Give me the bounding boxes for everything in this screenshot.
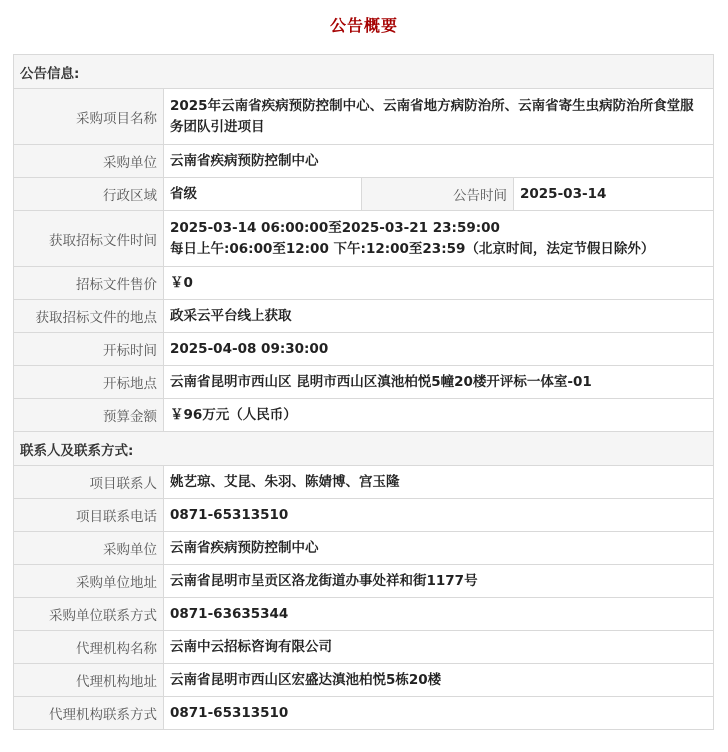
value-agency-address: 云南省昆明市西山区宏盛达滇池柏悦5栋20楼	[164, 664, 714, 697]
label-doc-location: 获取招标文件的地点	[14, 300, 164, 333]
row-open-location	[14, 366, 714, 399]
value-doc-price: ￥0	[164, 267, 714, 300]
row-project-contact	[14, 466, 714, 499]
value-purchaser-contact: 0871-63635344	[164, 598, 714, 631]
row-open-time	[14, 333, 714, 366]
announcement-summary-table	[13, 54, 714, 730]
row-purchaser	[14, 145, 714, 178]
label-doc-price: 招标文件售价	[14, 267, 164, 300]
value-contact-purchaser: 云南省疾病预防控制中心	[164, 532, 714, 565]
value-purchaser: 云南省疾病预防控制中心	[164, 145, 714, 178]
row-project-name	[14, 89, 714, 145]
label-doc-obtain-time: 获取招标文件时间	[14, 211, 164, 267]
label-budget: 预算金额	[14, 399, 164, 432]
label-purchaser-contact: 采购单位联系方式	[14, 598, 164, 631]
row-region-and-publish-time	[14, 178, 714, 211]
row-doc-price	[14, 267, 714, 300]
label-open-time: 开标时间	[14, 333, 164, 366]
label-purchaser: 采购单位	[14, 145, 164, 178]
value-open-time: 2025-04-08 09:30:00	[164, 333, 714, 366]
value-agency-name: 云南中云招标咨询有限公司	[164, 631, 714, 664]
section-heading-announcement-info: 公告信息:	[14, 55, 714, 89]
row-agency-contact	[14, 697, 714, 730]
label-publish-time: 公告时间	[362, 178, 514, 211]
label-project-contact: 项目联系人	[14, 466, 164, 499]
row-project-phone	[14, 499, 714, 532]
section-row-announcement-info	[14, 55, 714, 89]
row-agency-address	[14, 664, 714, 697]
label-open-location: 开标地点	[14, 366, 164, 399]
value-project-phone: 0871-65313510	[164, 499, 714, 532]
doc-obtain-daily-hours: 每日上午:06:00至12:00 下午:12:00至23:59（北京时间，法定节假日除外）	[170, 240, 655, 257]
row-purchaser-contact	[14, 598, 714, 631]
value-open-location: 云南省昆明市西山区 昆明市西山区滇池柏悦5幢20楼开评标一体室-01	[164, 366, 714, 399]
row-agency-name	[14, 631, 714, 664]
label-agency-address: 代理机构地址	[14, 664, 164, 697]
value-publish-time: 2025-03-14	[514, 178, 714, 211]
page-title: 公告概要	[329, 16, 398, 35]
label-purchaser-address: 采购单位地址	[14, 565, 164, 598]
label-project-name: 采购项目名称	[14, 89, 164, 145]
doc-obtain-time-range: 2025-03-14 06:00:00至2025-03-21 23:59:00	[170, 219, 500, 236]
row-doc-obtain-time	[14, 211, 714, 267]
section-row-contact-info	[14, 432, 714, 466]
label-agency-contact: 代理机构联系方式	[14, 697, 164, 730]
label-agency-name: 代理机构名称	[14, 631, 164, 664]
value-project-name: 2025年云南省疾病预防控制中心、云南省地方病防治所、云南省寄生虫病防治所食堂服务团队引进项目	[164, 89, 714, 145]
value-agency-contact: 0871-65313510	[164, 697, 714, 730]
value-region: 省级	[164, 178, 362, 211]
value-project-contact: 姚艺琼、艾昆、朱羽、陈婧博、宫玉隆	[164, 466, 714, 499]
value-doc-location: 政采云平台线上获取	[164, 300, 714, 333]
label-region: 行政区域	[14, 178, 164, 211]
label-contact-purchaser: 采购单位	[14, 532, 164, 565]
label-project-phone: 项目联系电话	[14, 499, 164, 532]
row-purchaser-address	[14, 565, 714, 598]
section-heading-contact-info: 联系人及联系方式:	[14, 432, 714, 466]
row-budget	[14, 399, 714, 432]
value-budget: ￥96万元（人民币）	[164, 399, 714, 432]
row-contact-purchaser	[14, 532, 714, 565]
value-doc-obtain-time	[164, 211, 714, 267]
value-purchaser-address: 云南省昆明市呈贡区洛龙街道办事处祥和街1177号	[164, 565, 714, 598]
row-doc-location	[14, 300, 714, 333]
